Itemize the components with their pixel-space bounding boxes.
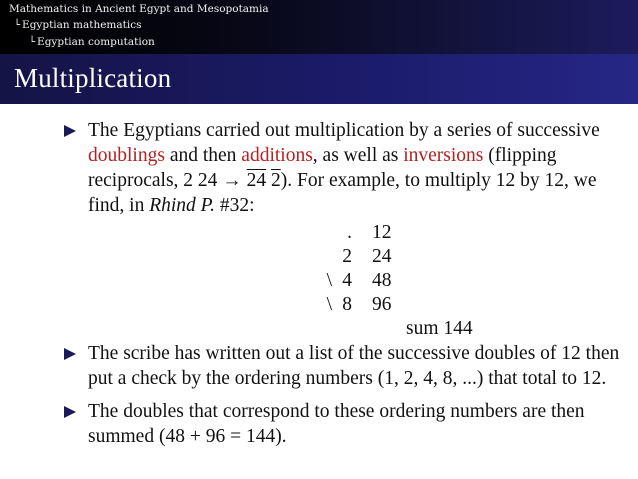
subsection-title bbox=[14, 19, 141, 32]
bullet-triangle-icon bbox=[64, 348, 76, 360]
section-title: Mathematics in Ancient Egypt and Mesopotamia bbox=[9, 3, 269, 15]
bullet-triangle-icon bbox=[64, 406, 76, 418]
multiplication-table bbox=[88, 221, 624, 339]
subsubsection-label: Egyptian computation bbox=[37, 36, 155, 48]
sum-total: sum 144 bbox=[406, 318, 473, 339]
frame-title-bar bbox=[0, 54, 638, 104]
overlined-number: 2 bbox=[271, 170, 281, 191]
subsubsection-title bbox=[29, 36, 155, 49]
ordering-number: 4 bbox=[342, 270, 352, 291]
ordering-number: . bbox=[347, 222, 352, 243]
highlight-inversions: inversions bbox=[403, 145, 484, 166]
double-value: 48 bbox=[372, 270, 392, 291]
bullet-item bbox=[64, 399, 624, 449]
highlight-doublings: doublings bbox=[88, 145, 165, 166]
bullet-text: The doubles that correspond to these ordering numbers are then summed (48 + 96 = 144). bbox=[88, 401, 585, 447]
subsection-label: Egyptian mathematics bbox=[22, 19, 142, 31]
ordering-number: 2 bbox=[342, 246, 352, 267]
text-run: and then bbox=[164, 145, 242, 166]
check-mark: \ bbox=[326, 270, 332, 291]
overlined-number: 24 bbox=[246, 170, 267, 191]
page-title: Multiplication bbox=[14, 63, 172, 93]
tree-branch-icon: └ bbox=[29, 37, 36, 48]
bullet-item bbox=[64, 341, 624, 391]
bullet-text: The scribe has written out a list of the successive doubles of 12 then put a check by the ordering numbers (1, 2, 4, 8, ...) that total to 12. bbox=[88, 343, 620, 389]
bullet-triangle-icon bbox=[64, 125, 76, 137]
text-run: , as well as bbox=[312, 145, 404, 166]
bullet-item bbox=[64, 118, 624, 339]
headline-bar bbox=[0, 0, 638, 54]
double-value: 96 bbox=[372, 294, 392, 315]
text-run: ). For example, to multiply 12 by 12, we find, in bbox=[88, 170, 597, 216]
text-run: (flipping reciprocals, 2 24 → bbox=[88, 145, 557, 191]
double-value: 12 bbox=[372, 222, 392, 243]
source-reference: Rhind P. bbox=[149, 195, 215, 216]
tree-branch-icon: └ bbox=[14, 20, 21, 31]
ordering-number: 8 bbox=[342, 294, 352, 315]
text-run: The Egyptians carried out multiplication by a series of successive bbox=[88, 120, 600, 141]
double-value: 24 bbox=[372, 246, 392, 267]
slide-content bbox=[64, 118, 624, 449]
highlight-additions: additions bbox=[241, 145, 313, 166]
text-run: #32: bbox=[214, 195, 255, 216]
check-mark: \ bbox=[326, 294, 332, 315]
